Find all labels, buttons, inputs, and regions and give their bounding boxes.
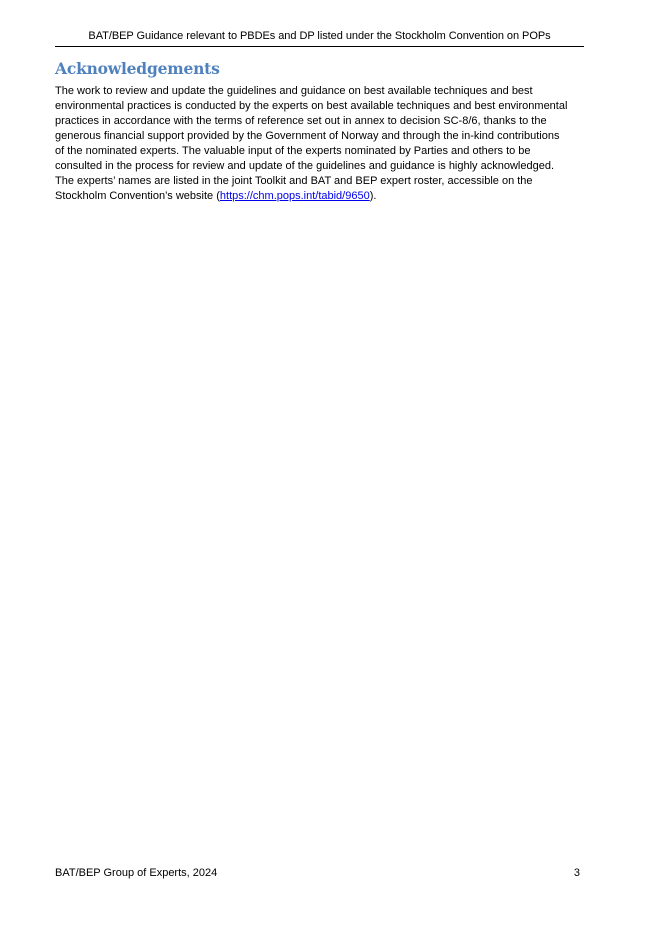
paragraph-line: environmental practices is conducted by the experts on best available techniques and best environmental	[55, 100, 568, 112]
section-heading-acknowledgements: Acknowledgements	[55, 59, 220, 78]
acknowledgements-paragraph	[55, 84, 587, 204]
paragraph-line: The experts’ names are listed in the joint Toolkit and BAT and BEP expert roster, accessible on the	[55, 175, 533, 187]
paragraph-line: generous financial support provided by the Government of Norway and through the in-kind contributions	[55, 130, 560, 142]
roster-link[interactable]: https://chm.pops.int/tabid/9650	[219, 190, 370, 202]
footer-credit: BAT/BEP Group of Experts, 2024	[55, 867, 218, 879]
paragraph-line: practices in accordance with the terms of reference set out in annex to decision SC-8/6, thanks to the	[55, 115, 547, 127]
paragraph-last-line	[55, 189, 587, 204]
paragraph-line: The work to review and update the guidelines and guidance on best available techniques and best	[55, 85, 533, 97]
website-text: Stockholm Convention’s website (	[55, 190, 220, 202]
paragraph-line: consulted in the process for review and update of the guidelines and guidance is highly acknowledged.	[55, 160, 554, 172]
closing-punctuation: ).	[369, 190, 377, 202]
running-header: BAT/BEP Guidance relevant to PBDEs and DP listed under the Stockholm Convention on POPs	[55, 28, 584, 47]
paragraph-line: of the nominated experts. The valuable input of the experts nominated by Parties and others to be	[55, 145, 531, 157]
page-number: 3	[573, 867, 580, 879]
